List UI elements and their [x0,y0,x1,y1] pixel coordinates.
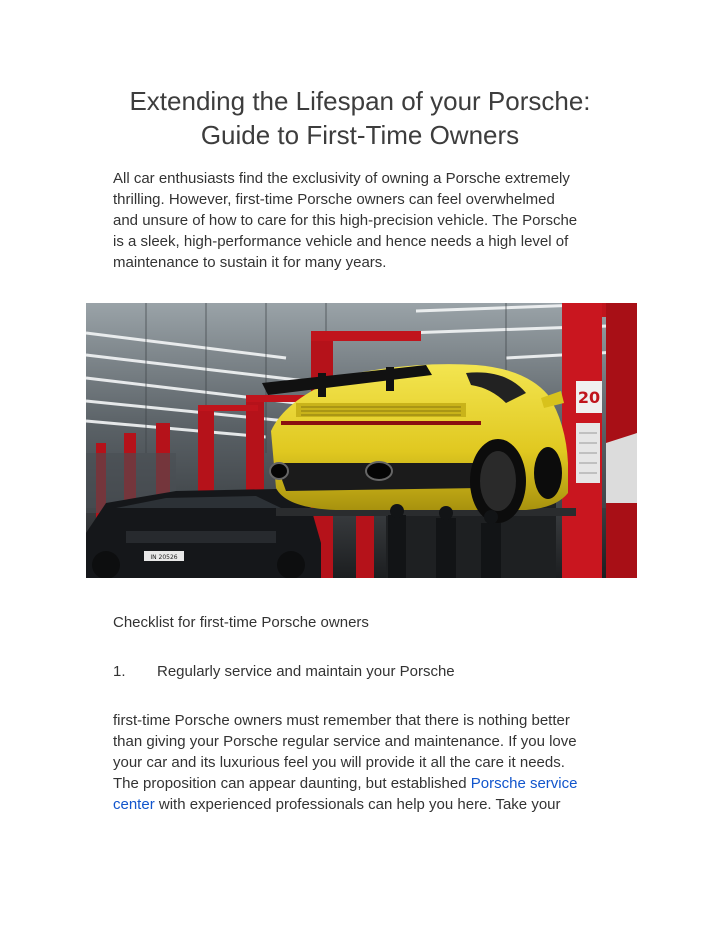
yellow-porsche [262,364,568,523]
checklist-heading: Checklist for first-time Porsche owners [113,614,369,631]
service-paragraph [113,710,613,815]
intro-line: and unsure of how to care for this high-precision vehicle. The Porsche [113,212,578,229]
suv-plate: IN 20526 [150,554,178,561]
body-line [113,773,613,794]
body-line: your car and its luxurious feel you will provide it all the care it needs. [113,754,565,771]
document-title [80,84,640,152]
porsche-service-center-link-cont[interactable]: center [113,796,155,813]
porsche-workshop-photo [86,303,637,578]
intro-paragraph [113,168,613,273]
body-line-prefix: The proposition can appear daunting, but established [113,775,471,792]
body-line: than giving your Porsche regular service and maintenance. If you love [113,733,577,750]
title-line-2: Guide to First-Time Owners [200,120,520,150]
body-line: first-time Porsche owners must remember that there is nothing better [113,712,570,729]
intro-line: is a sleek, high-performance vehicle and hence needs a high level of [113,233,569,250]
body-line-suffix: with experienced professionals can help you here. Take your [154,796,561,813]
list-item-text: Regularly service and maintain your Porsche [157,663,455,680]
lift-number-sign: 20 [577,388,601,407]
body-line [113,794,613,815]
porsche-service-center-link[interactable]: Porsche service [470,775,578,792]
title-line-1: Extending the Lifespan of your Porsche: [129,86,591,116]
intro-line: thrilling. However, first-time Porsche owners can feel overwhelmed [113,191,555,208]
intro-line: All car enthusiasts find the exclusivity of owning a Porsche extremely [113,170,570,187]
intro-line: maintenance to sustain it for many years. [113,254,387,271]
checklist-item-1 [113,661,455,682]
list-item-number: 1. [113,663,126,680]
